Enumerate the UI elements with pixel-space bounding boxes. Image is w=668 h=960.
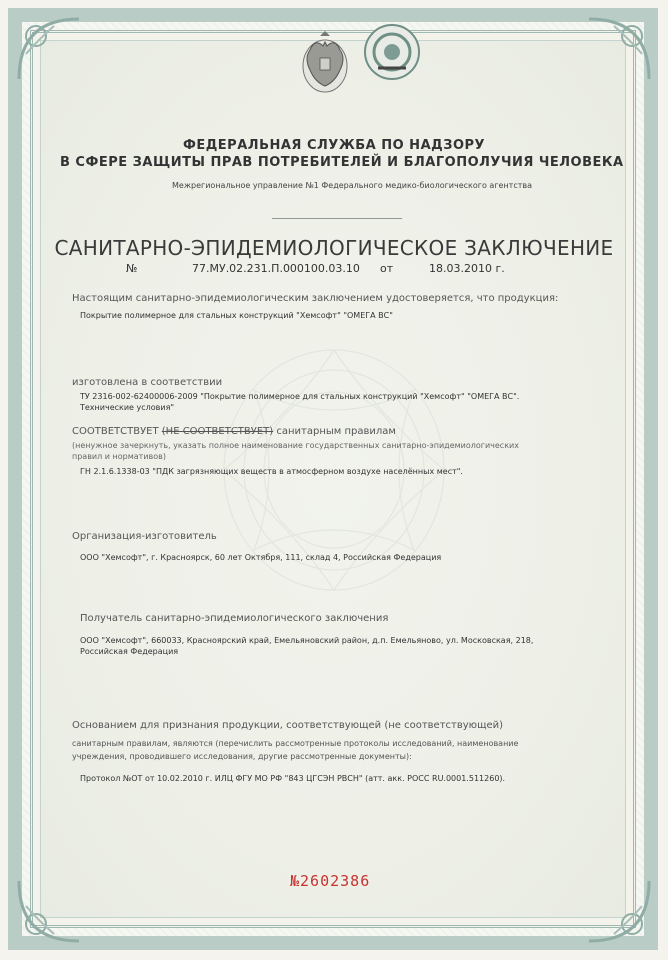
basis-line2: санитарным правилам, являются (перечислить рассмотренные протоколы исследований, наименование [72,739,519,748]
agency-name-line2: В СФЕРЕ ЗАЩИТЫ ПРАВ ПОТРЕБИТЕЛЕЙ И БЛАГОПОЛУЧИЯ ЧЕЛОВЕКА [60,155,624,170]
recipient-line1: ООО "Хемсофт", 660033, Красноярский край, Емельяновский район, д.п. Емельяново, ул. Московская, 218, [80,636,534,645]
double-headed-eagle-emblem-icon [290,28,360,98]
basis-line1: Основанием для признания продукции, соответствующей (не соответствующей) [72,720,504,731]
corner-ornament-bottom-left [14,876,84,946]
non-compliance-struck: (НЕ СООТВЕТСТВУЕТ) [161,426,274,437]
corner-ornament-bottom-right [584,876,654,946]
header-divider [272,218,402,219]
product-intro: Настоящим санитарно-эпидемиологическим заключением удостоверяется, что продукция: [72,293,559,304]
manufacturer-label: Организация-изготовитель [72,531,217,542]
product-value: Покрытие полимерное для стальных конструкций "Хемсофт" "ОМЕГА ВС" [80,311,393,320]
compliance-hint-line2: правил и нормативов) [72,452,166,461]
corner-ornament-top-right [584,14,654,84]
document-number: 77.МУ.02.231.П.000100.03.10 [192,262,360,275]
basis-protocol: Протокол №ОТ от 10.02.2010 г. ИЛЦ ФГУ МО РФ "843 ЦГСЭН РВСН" (атт. акк. РОСС RU.0001.511260). [80,774,506,783]
serial-number: №2602386 [290,872,371,890]
date-label: от [380,262,394,275]
compliance-label [72,426,396,437]
recipient-line2: Российская Федерация [80,647,179,656]
standard-label: изготовлена в соответствии [72,377,223,388]
basis-line3: учреждения, проводившего исследования, другие рассмотренные документы): [72,752,412,761]
manufacturer-value: ООО "Хемсофт", г. Красноярск, 60 лет Октября, 111, склад 4, Российская Федерация [80,553,442,562]
corner-ornament-top-left [14,14,84,84]
compliance-norm: ГН 2.1.6.1338-03 "ПДК загрязняющих веществ в атмосферном воздухе населённых мест". [80,467,463,476]
department-name: Межрегиональное управление №1 Федерального медико-биологического агентства [172,181,533,190]
agency-name-line1: ФЕДЕРАЛЬНАЯ СЛУЖБА ПО НАДЗОРУ [182,138,486,153]
recipient-label: Получатель санитарно-эпидемиологического заключения [80,613,389,624]
sanitary-rules-word: санитарным правилам [276,426,396,437]
compliance-hint-line1: (ненужное зачеркнуть, указать полное наименование государственных санитарно-эпидемиологических [72,441,519,450]
document-date: 18.03.2010 г. [429,262,505,275]
compliance-word: СООТВЕТСТВУЕТ [72,426,159,437]
standard-line2: Технические условия" [80,403,175,412]
round-seal-stamp-icon [362,22,422,82]
standard-line1: ТУ 2316-002-62400006-2009 "Покрытие полимерное для стальных конструкций "Хемсофт" "ОМЕГА ВС". [80,392,520,401]
document-title: САНИТАРНО-ЭПИДЕМИОЛОГИЧЕСКОЕ ЗАКЛЮЧЕНИЕ [54,236,614,260]
number-label: № [126,262,138,275]
